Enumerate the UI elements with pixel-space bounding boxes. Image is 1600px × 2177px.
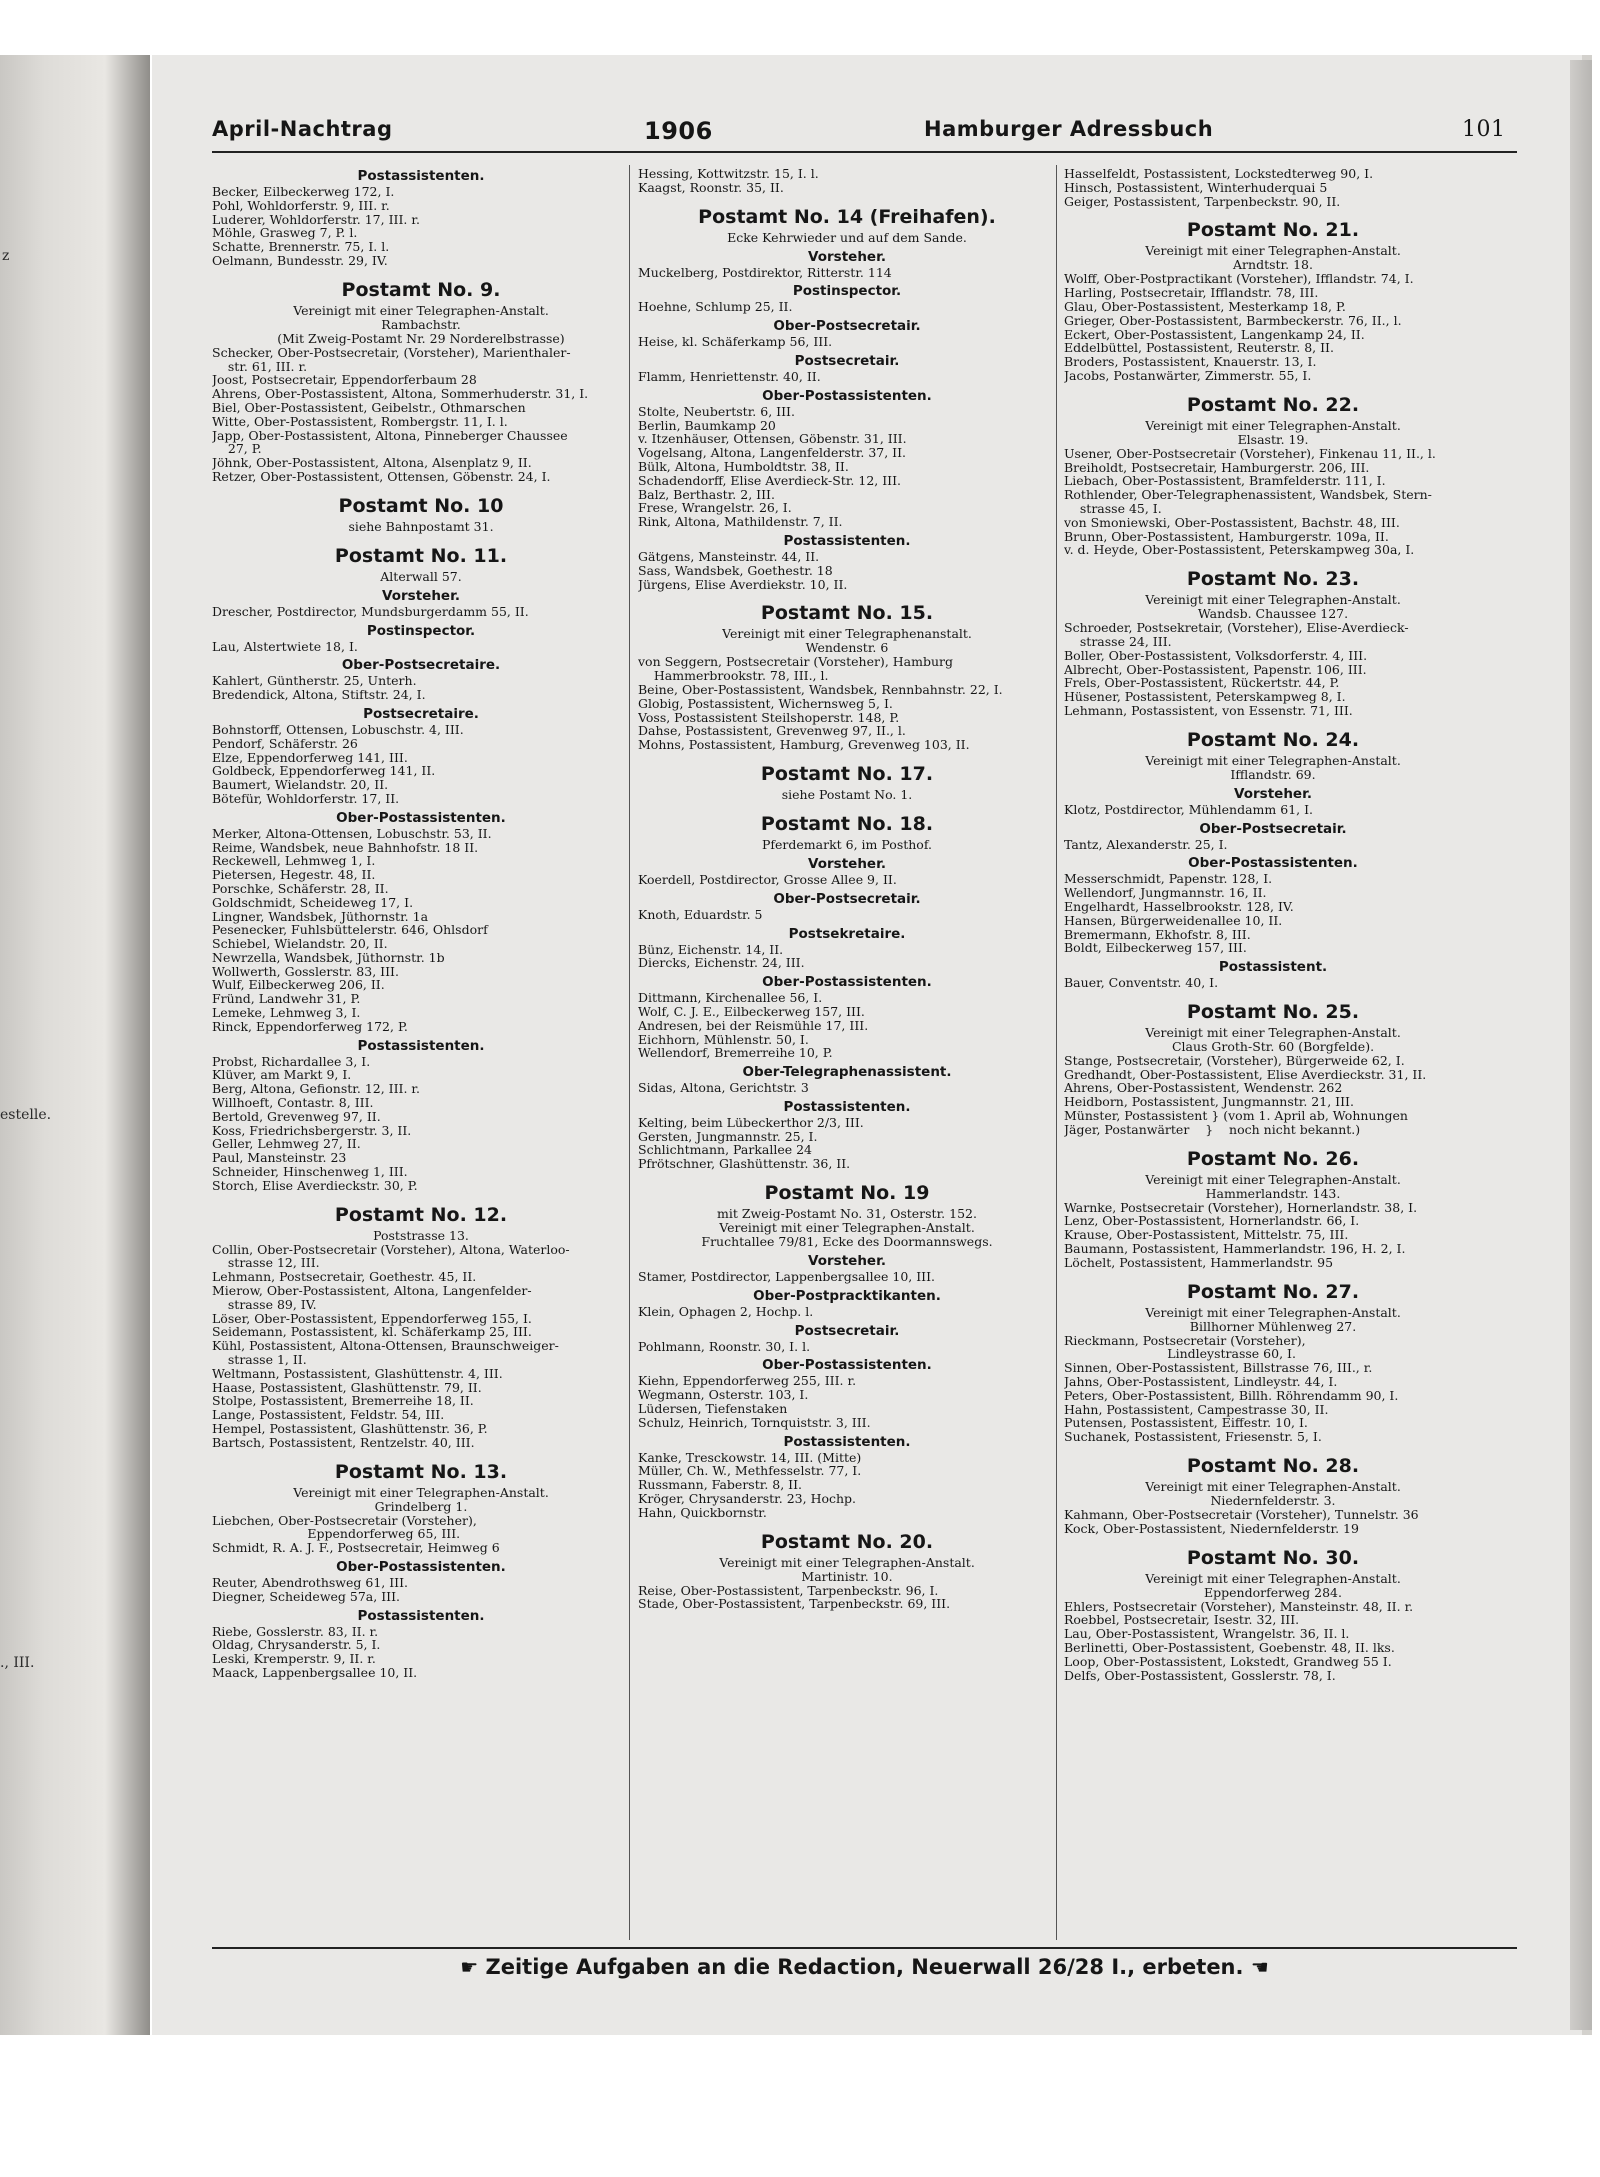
directory-entry: Rinck, Eppendorferweg 172, P. [212, 1018, 408, 1034]
directory-entry: 27, P. [212, 441, 262, 457]
section-heading: Vorsteher. [1234, 785, 1312, 802]
office-address: (Mit Zweig-Postamt Nr. 29 Norderelbstrasse) [277, 330, 565, 346]
directory-entry: Voss, Postassistent Steilshoperstr. 148, P. [638, 709, 900, 725]
section-heading: Ober-Postassistenten. [762, 387, 932, 404]
directory-entry: Boldt, Eilbeckerweg 157, III. [1064, 940, 1247, 956]
directory-entry: Engelhardt, Hasselbrookstr. 128, IV. [1064, 898, 1294, 914]
directory-entry: Geiger, Postassistent, Tarpenbeckstr. 90, II. [1064, 193, 1341, 209]
office-address: Vereinigt mit einer Telegraphen-Anstalt. [1145, 417, 1401, 433]
directory-entry: Schadendorff, Elise Averdieck-Str. 12, III. [638, 472, 902, 488]
section-heading: Postinspector. [792, 283, 902, 300]
page-header [212, 117, 1512, 147]
section-heading: Ober-Postassistenten. [762, 1357, 932, 1374]
directory-entry: Kiehn, Eppendorferweg 255, III. r. [638, 1373, 857, 1389]
directory-entry: Koerdell, Postdirector, Grosse Allee 9, II. [638, 871, 897, 887]
directory-entry: Kelting, beim Lübeckerthor 2/3, III. [638, 1114, 864, 1130]
section-heading: Postsecretair. [794, 352, 900, 369]
directory-entry: Delfs, Ober-Postassistent, Gosslerstr. 78, I. [1064, 1667, 1336, 1683]
directory-entry: Vogelsang, Altona, Langenfelderstr. 37, II. [638, 445, 907, 461]
directory-entry: Brunn, Ober-Postassistent, Hamburgerstr. 109a, II. [1064, 528, 1389, 544]
office-address: Vereinigt mit einer Telegraphen-Anstalt. [1145, 752, 1401, 768]
directory-entry: Frese, Wrangelstr. 26, I. [638, 500, 792, 516]
previous-page-edge [0, 55, 150, 2035]
office-address: mit Zweig-Postamt No. 31, Osterstr. 152. [717, 1206, 977, 1222]
directory-entry: Suchanek, Postassistent, Friesenstr. 5, I. [1064, 1429, 1322, 1445]
directory-entry: Müller, Ch. W., Methfesselstr. 77, I. [638, 1463, 862, 1479]
directory-entry: Balz, Berthastr. 2, III. [638, 486, 775, 502]
margin-fragment: estelle. [0, 1107, 52, 1123]
office-address: Pferdemarkt 6, im Posthof. [762, 836, 932, 852]
office-address: Elsastr. 19. [1237, 431, 1309, 447]
postamt-heading: Postamt No. 10 [338, 494, 504, 517]
directory-entry: Schneider, Hinschenweg 1, III. [212, 1164, 408, 1180]
directory-entry: Leski, Kremperstr. 9, II. r. [212, 1651, 376, 1667]
postamt-heading: Postamt No. 13. [334, 1460, 508, 1483]
section-heading: Ober-Postsecretaire. [341, 657, 501, 674]
directory-entry: strasse 1, II. [212, 1352, 307, 1368]
section-heading: Postassistent. [1218, 959, 1328, 976]
directory-entry: Harling, Postsecretair, Ifflandstr. 78, III. [1064, 285, 1319, 301]
directory-entry: Hempel, Postassistent, Glashüttenstr. 36, P. [212, 1421, 488, 1436]
directory-entry: Liebchen, Ober-Postsecretair (Vorsteher), [212, 1512, 477, 1528]
directory-entry: Hinsch, Postassistent, Winterhuderquai 5 [1064, 179, 1328, 195]
directory-entry: Mohns, Postassistent, Hamburg, Grevenweg 103, II. [638, 737, 970, 753]
postamt-heading: Postamt No. 26. [1186, 1147, 1360, 1170]
section-heading: Ober-Postpracktikanten. [753, 1287, 941, 1304]
directory-entry: Stange, Postsecretair, (Vorsteher), Bürgerweide 62, I. [1064, 1052, 1405, 1068]
directory-entry: von Smoniewski, Ober-Postassistent, Bachstr. 48, III. [1064, 514, 1400, 530]
directory-entry: Pesenecker, Fuhlsbüttelerstr. 646, Ohlsdorf [212, 922, 488, 938]
section-heading: Ober-Postsecretair. [773, 318, 921, 335]
office-address: Martinistr. 10. [801, 1568, 893, 1584]
section-heading: Vorsteher. [382, 587, 460, 604]
directory-entry: Peters, Ober-Postassistent, Billh. Röhrendamm 90, I. [1064, 1387, 1399, 1403]
directory-entry: Flamm, Henriettenstr. 40, II. [638, 368, 821, 384]
section-heading: Ober-Postassistenten. [336, 1558, 506, 1575]
office-address: Grindelberg 1. [374, 1498, 468, 1514]
office-address: Vereinigt mit einer Telegraphen-Anstalt. [719, 1220, 975, 1236]
section-heading: Postsekretaire. [788, 925, 906, 942]
directory-entry: Pohlmann, Roonstr. 30, I. l. [638, 1338, 811, 1354]
directory-entry: Mierow, Ober-Postassistent, Altona, Langenfelder- [212, 1283, 532, 1299]
section-heading: Postassistenten. [357, 1607, 485, 1624]
directory-entry: Hasselfeldt, Postassistent, Lockstedterweg 90, I. [1064, 167, 1374, 181]
directory-entry: Witte, Ober-Postassistent, Rombergstr. 11, I. l. [212, 413, 508, 429]
postamt-heading: Postamt No. 24. [1186, 728, 1360, 751]
directory-entry: Lenz, Ober-Postassistent, Hornerlandstr. 66, I. [1064, 1213, 1360, 1229]
office-address: Rambachstr. [381, 316, 461, 332]
directory-entry: Haase, Postassistent, Glashüttenstr. 79, II. [212, 1379, 482, 1395]
section-heading: Postassistenten. [783, 532, 911, 549]
directory-entry: Rieckmann, Postsecretair (Vorsteher), [1064, 1332, 1306, 1348]
directory-entry: Jäger, Postanwärter } noch nicht bekannt.) [1064, 1121, 1361, 1137]
directory-entry: Hessing, Kottwitzstr. 15, I. l. [638, 167, 819, 181]
office-address: Vereinigt mit einer Telegraphen-Anstalt. [293, 1484, 549, 1500]
directory-entry: Lehmann, Postassistent, von Essenstr. 71, III. [1064, 702, 1353, 718]
office-address: siehe Bahnpostamt 31. [348, 518, 494, 534]
directory-entry: Willhoeft, Contastr. 8, III. [212, 1095, 374, 1111]
office-address: Claus Groth-Str. 60 (Borgfelde). [1171, 1038, 1375, 1054]
office-address: Vereinigt mit einer Telegraphen-Anstalt. [1145, 1479, 1401, 1495]
directory-entry: Jacobs, Postanwärter, Zimmerstr. 55, I. [1064, 367, 1312, 383]
directory-entry: Glau, Ober-Postassistent, Mesterkamp 18, P. [1064, 298, 1346, 314]
directory-entry: Stolpe, Postassistent, Bremerreihe 18, II. [212, 1393, 474, 1409]
office-address: siehe Postamt No. 1. [781, 786, 913, 802]
directory-entry: Eddelbüttel, Postassistent, Reuterstr. 8, II. [1064, 340, 1334, 356]
directory-entry: v. d. Heyde, Ober-Postassistent, Peterskampweg 30a, I. [1064, 542, 1415, 558]
column-left [212, 167, 630, 1937]
directory-entry: Becker, Eilbeckerweg 172, I. [212, 184, 395, 199]
directory-entry: Rink, Altona, Mathildenstr. 7, II. [638, 514, 843, 530]
directory-entry: Geller, Lehmweg 27, II. [212, 1136, 361, 1152]
section-heading: Postassistenten. [357, 1037, 485, 1054]
directory-entry: Frels, Ober-Postassistent, Rückertstr. 44, P. [1064, 675, 1340, 691]
directory-entry: Liebach, Ober-Postassistent, Bramfelderstr. 111, I. [1064, 473, 1386, 489]
directory-entry: Warnke, Postsecretair (Vorsteher), Hornerlandstr. 38, I. [1064, 1199, 1418, 1215]
directory-entry: Merker, Altona-Ottensen, Lobuschstr. 53, II. [212, 825, 492, 841]
directory-entry: Bötefür, Wohldorferstr. 17, II. [212, 790, 400, 806]
directory-entry: Baumann, Postassistent, Hammerlandstr. 196, H. 2, I. [1064, 1241, 1406, 1257]
directory-entry: Lehmann, Postsecretair, Goethestr. 45, II. [212, 1269, 477, 1285]
directory-entry: Probst, Richardallee 3, I. [212, 1053, 371, 1069]
postamt-heading: Postamt No. 14 (Freihafen). [698, 205, 996, 228]
postamt-heading: Postamt No. 11. [334, 544, 508, 567]
directory-entry: Berlinetti, Ober-Postassistent, Goebenstr. 48, II. lks. [1064, 1640, 1395, 1656]
office-address: Vereinigt mit einer Telegraphen-Anstalt. [1145, 1304, 1401, 1320]
page-edge-shadow [1570, 60, 1592, 2030]
directory-entry: Knoth, Eduardstr. 5 [638, 906, 763, 922]
directory-entry: Boller, Ober-Postassistent, Volksdorferstr. 4, III. [1064, 647, 1368, 663]
directory-entry: Koss, Friedrichsbergerstr. 3, II. [212, 1122, 412, 1138]
directory-entry: Stamer, Postdirector, Lappenbergsallee 10, III. [638, 1269, 936, 1285]
directory-entry: Lingner, Wandsbek, Jüthornstr. 1a [212, 908, 429, 924]
directory-entry: Hoehne, Schlump 25, II. [638, 299, 793, 315]
margin-fragment: z [2, 248, 10, 264]
postamt-heading: Postamt No. 30. [1186, 1546, 1360, 1569]
directory-entry: Goldbeck, Eppendorferweg 141, II. [212, 763, 436, 779]
directory-entry: Sidas, Altona, Gerichtstr. 3 [638, 1080, 809, 1096]
directory-entry: Kühl, Postassistent, Altona-Ottensen, Braunschweiger- [212, 1338, 559, 1354]
section-heading: Vorsteher. [808, 1253, 886, 1270]
directory-entry: Bertold, Grevenweg 97, II. [212, 1108, 381, 1124]
header-section-title: April-Nachtrag [212, 117, 393, 141]
section-heading: Postsecretaire. [363, 705, 479, 722]
section-heading: Postassistenten. [357, 168, 485, 184]
directory-entry: Andresen, bei der Reismühle 17, III. [638, 1017, 869, 1033]
directory-entry: Wellendorf, Jungmannstr. 16, II. [1064, 885, 1267, 901]
directory-entry: Reise, Ober-Postassistent, Tarpenbeckstr. 96, I. [638, 1582, 939, 1598]
directory-entry: Schulz, Heinrich, Tornquiststr. 3, III. [638, 1414, 871, 1430]
directory-entry: Stade, Ober-Postassistent, Tarpenbeckstr. 69, III. [638, 1596, 951, 1612]
section-heading: Postsecretair. [794, 1322, 900, 1339]
office-address: Vereinigt mit einer Telegraphen-Anstalt. [719, 1554, 975, 1570]
pointing-hand-right-icon: ☛ [460, 1955, 479, 1979]
office-address: Arndtstr. 18. [1233, 257, 1313, 273]
directory-entry: Goldschmidt, Scheideweg 17, I. [212, 894, 414, 910]
directory-entry: Oelmann, Bundesstr. 29, IV. [212, 252, 388, 268]
office-address: Wendenstr. 6 [805, 640, 889, 656]
directory-entry: Pietersen, Hegestr. 48, II. [212, 867, 376, 883]
directory-entry: Wolf, C. J. E., Eilbeckerweg 157, III. [638, 1003, 865, 1019]
directory-entry: Lindleystrasse 60, I. [1064, 1346, 1296, 1362]
directory-entry: Schmidt, R. A. J. F., Postsecretair, Heimweg 6 [212, 1540, 500, 1556]
directory-entry: Sass, Wandsbek, Goethestr. 18 [638, 562, 833, 578]
directory-entry: Ahrens, Ober-Postassistent, Wendenstr. 262 [1064, 1080, 1343, 1096]
directory-entry: Bauer, Conventstr. 40, I. [1064, 975, 1219, 991]
directory-entry: Hahn, Quickbornstr. [638, 1504, 767, 1520]
office-address: Alterwall 57. [380, 568, 462, 584]
directory-entry: Ehlers, Postsecretair (Vorsteher), Mansteinstr. 48, II. r. [1064, 1598, 1414, 1614]
directory-entry: Joost, Postsecretair, Eppendorferbaum 28 [212, 372, 477, 388]
directory-entry: Storch, Elise Averdieckstr. 30, P. [212, 1177, 418, 1193]
directory-entry: Putensen, Postassistent, Eiffestr. 10, I. [1064, 1415, 1308, 1431]
directory-entry: Löser, Ober-Postassistent, Eppendorferweg 155, I. [212, 1310, 532, 1326]
directory-entry: Kahlert, Güntherstr. 25, Unterh. [212, 673, 417, 689]
office-address: Eppendorferweg 284. [1204, 1584, 1342, 1600]
directory-entry: Drescher, Postdirector, Mundsburgerdamm 55, II. [212, 603, 529, 619]
section-heading: Ober-Postsecretair. [773, 890, 921, 907]
directory-entry: Retzer, Ober-Postassistent, Ottensen, Göbenstr. 24, I. [212, 468, 551, 484]
header-year: 1906 [644, 117, 713, 145]
directory-entry: Dittmann, Kirchenallee 56, I. [638, 990, 823, 1006]
directory-entry: Loop, Ober-Postassistent, Lokstedt, Grandweg 55 I. [1064, 1653, 1392, 1669]
directory-entry: Reuter, Abendrothsweg 61, III. [212, 1574, 409, 1590]
office-address: Niedernfelderstr. 3. [1210, 1493, 1336, 1509]
postamt-heading: Postamt No. 21. [1186, 219, 1360, 242]
directory-page [152, 55, 1592, 2035]
footer-notice: Zeitige Aufgaben an die Redaction, Neuerwall 26/28 I., erbeten. [485, 1955, 1244, 1979]
directory-entry: Messerschmidt, Papenstr. 128, I. [1064, 871, 1273, 887]
directory-entry: Biel, Ober-Postassistent, Geibelstr., Othmarschen [212, 399, 526, 415]
directory-entry: Muckelberg, Postdirektor, Ritterstr. 114 [638, 264, 892, 280]
postamt-heading: Postamt No. 17. [760, 762, 934, 785]
directory-entry: Jöhnk, Ober-Postassistent, Altona, Alsenplatz 9, II. [212, 455, 532, 471]
directory-entry: Bünz, Eichenstr. 14, II. [638, 941, 784, 957]
directory-entry: strasse 24, III. [1064, 633, 1172, 649]
directory-entry: Berlin, Baumkamp 20 [638, 417, 776, 433]
office-address: Ifflandstr. 69. [1230, 766, 1316, 782]
directory-entry: Schatte, Brennerstr. 75, I. l. [212, 239, 390, 255]
directory-entry: Klein, Ophagen 2, Hochp. l. [638, 1303, 814, 1319]
footer-rule [212, 1947, 1517, 1949]
directory-entry: str. 61, III. r. [212, 358, 308, 374]
section-heading: Postassistenten. [783, 1098, 911, 1115]
directory-entry: Broders, Postassistent, Knauerstr. 13, I. [1064, 354, 1317, 370]
directory-entry: Kaagst, Roonstr. 35, II. [638, 179, 784, 195]
directory-entry: Münster, Postassistent } (vom 1. April ab, Wohnungen [1064, 1108, 1408, 1124]
section-heading: Ober-Postassistenten. [762, 974, 932, 991]
section-heading: Ober-Postassistenten. [336, 809, 506, 826]
section-heading: Vorsteher. [808, 855, 886, 872]
office-address: Vereinigt mit einer Telegraphen-Anstalt. [1145, 243, 1401, 259]
directory-entry: Hansen, Bürgerweidenallee 10, II. [1064, 912, 1283, 928]
column-middle [638, 167, 1056, 1937]
office-address: Vereinigt mit einer Telegraphen-Anstalt. [1145, 1171, 1401, 1187]
directory-entry: Bartsch, Postassistent, Rentzelstr. 40, III. [212, 1434, 475, 1450]
office-address: Billhorner Mühlenweg 27. [1189, 1318, 1357, 1334]
directory-entry: Stolte, Neubertstr. 6, III. [638, 403, 795, 419]
directory-entry: Roebbel, Postsecretair, Isestr. 32, III. [1064, 1612, 1300, 1628]
postamt-heading: Postamt No. 23. [1186, 568, 1360, 591]
directory-entry: Lüdersen, Tiefenstaken [638, 1401, 788, 1417]
directory-entry: Pohl, Wohldorferstr. 9, III. r. [212, 197, 390, 213]
directory-entry: Bülk, Altona, Humboldtstr. 38, II. [638, 458, 849, 474]
office-address: Vereinigt mit einer Telegraphen-Anstalt. [293, 302, 549, 318]
directory-entry: Porschke, Schäferstr. 28, II. [212, 880, 389, 896]
directory-entry: Diegner, Scheideweg 57a, III. [212, 1588, 400, 1604]
directory-entry: Beine, Ober-Postassistent, Wandsbek, Rennbahnstr. 22, I. [638, 681, 1003, 697]
directory-entry: Maack, Lappenbergsallee 10, II. [212, 1664, 418, 1680]
directory-entry: Bohnstorff, Ottensen, Lobuschstr. 4, III. [212, 721, 464, 737]
office-address: Vereinigt mit einer Telegraphen-Anstalt. [1145, 1570, 1401, 1586]
postamt-heading: Postamt No. 20. [760, 1530, 934, 1553]
directory-entry: Fründ, Landwehr 31, P. [212, 991, 361, 1007]
office-address: Wandsb. Chaussee 127. [1197, 606, 1349, 622]
directory-entry: Lemeke, Lehmweg 3, I. [212, 1005, 361, 1021]
directory-entry: Luderer, Wohldorferstr. 17, III. r. [212, 211, 420, 227]
directory-entry: Elze, Eppendorferweg 141, III. [212, 749, 408, 765]
postamt-heading: Postamt No. 22. [1186, 393, 1360, 416]
directory-entry: Newrzella, Wandsbek, Jüthornstr. 1b [212, 949, 445, 965]
directory-entry: Wegmann, Osterstr. 103, I. [638, 1387, 809, 1403]
directory-entry: Japp, Ober-Postassistent, Altona, Pinneberger Chaussee [212, 427, 568, 443]
directory-entry: Wellendorf, Bremerreihe 10, P. [638, 1045, 833, 1061]
directory-entry: Eichhorn, Mühlenstr. 50, I. [638, 1031, 809, 1047]
directory-entry: Möhle, Grasweg 7, P. l. [212, 225, 358, 241]
directory-entry: Gersten, Jungmannstr. 25, I. [638, 1128, 818, 1144]
directory-entry: Russmann, Faberstr. 8, II. [638, 1477, 803, 1493]
postamt-heading: Postamt No. 15. [760, 602, 934, 625]
column-divider [1056, 165, 1057, 1940]
directory-entry: Kanke, Tresckowstr. 14, III. (Mitte) [638, 1449, 862, 1465]
directory-entry: Collin, Ober-Postsecretair (Vorsteher), Altona, Waterloo- [212, 1241, 570, 1257]
directory-entry: Riebe, Gosslerstr. 83, II. r. [212, 1623, 379, 1639]
directory-entry: Gätgens, Mansteinstr. 44, II. [638, 548, 820, 564]
directory-entry: Löchelt, Postassistent, Hammerlandstr. 95 [1064, 1254, 1334, 1270]
directory-entry: Wulf, Eilbeckerweg 206, II. [212, 977, 385, 993]
directory-entry: Wollwerth, Gosslerstr. 83, III. [212, 963, 399, 979]
directory-entry: Reckewell, Lehmweg 1, I. [212, 853, 376, 869]
directory-entry: Eppendorferweg 65, III. [212, 1526, 461, 1542]
directory-entry: Rothlender, Ober-Telegraphenassistent, Wandsbek, Stern- [1064, 487, 1432, 503]
directory-entry: strasse 89, IV. [212, 1296, 317, 1312]
office-address: Hammerlandstr. 143. [1205, 1185, 1341, 1201]
directory-entry: Tantz, Alexanderstr. 25, I. [1064, 836, 1228, 852]
office-address: Poststrasse 13. [373, 1227, 469, 1243]
directory-entry: Reime, Wandsbek, neue Bahnhofstr. 18 II. [212, 839, 479, 855]
directory-entry: Albrecht, Ober-Postassistent, Papenstr. 106, III. [1064, 661, 1367, 677]
office-address: Vereinigt mit einer Telegraphen-Anstalt. [1145, 592, 1401, 608]
directory-entry: Grieger, Ober-Postassistent, Barmbeckerstr. 76, II., l. [1064, 312, 1402, 328]
directory-entry: Kröger, Chrysanderstr. 23, Hochp. [638, 1491, 857, 1507]
column-divider [629, 165, 630, 1940]
section-heading: Ober-Telegraphenassistent. [742, 1064, 952, 1081]
directory-entry: strasse 45, I. [1064, 500, 1162, 516]
office-address: Ecke Kehrwieder und auf dem Sande. [727, 229, 967, 245]
directory-entry: von Seggern, Postsecretair (Vorsteher), Hamburg [638, 654, 953, 670]
directory-entry: Usener, Ober-Postsecretair (Vorsteher), Finkenau 11, II., l. [1064, 445, 1436, 461]
header-book-title: Hamburger Adressbuch [924, 117, 1214, 141]
directory-entry: Heidborn, Postassistent, Jungmannstr. 21, III. [1064, 1094, 1354, 1110]
section-heading: Ober-Postsecretair. [1199, 820, 1347, 837]
directory-entry: Lange, Postassistent, Feldstr. 54, III. [212, 1407, 445, 1423]
postamt-heading: Postamt No. 9. [341, 278, 501, 301]
directory-entry: Kahmann, Ober-Postsecretair (Vorsteher), Tunnelstr. 36 [1064, 1507, 1419, 1523]
directory-entry: Pendorf, Schäferstr. 26 [212, 735, 358, 751]
postamt-heading: Postamt No. 19 [764, 1182, 930, 1205]
directory-entry: Berg, Altona, Gefionstr. 12, III. r. [212, 1081, 421, 1097]
directory-entry: Lau, Alstertwiete 18, I. [212, 638, 358, 654]
header-rule [212, 151, 1517, 153]
directory-entry: Kock, Ober-Postassistent, Niedernfelderstr. 19 [1064, 1520, 1359, 1536]
directory-entry: Weltmann, Postassistent, Glashüttenstr. 4, III. [212, 1365, 503, 1381]
directory-entry: Baumert, Wielandstr. 20, II. [212, 777, 389, 793]
section-heading: Vorsteher. [808, 248, 886, 265]
postamt-heading: Postamt No. 18. [760, 812, 934, 835]
directory-entry: Dahse, Postassistent, Grevenweg 97, II., l. [638, 723, 906, 739]
office-address: Fruchtallee 79/81, Ecke des Doormannswegs. [701, 1234, 993, 1250]
directory-entry: Klüver, am Markt 9, I. [212, 1067, 352, 1083]
postamt-heading: Postamt No. 27. [1186, 1280, 1360, 1303]
directory-entry: Krause, Ober-Postassistent, Mittelstr. 75, III. [1064, 1227, 1349, 1243]
directory-entry: v. Itzenhäuser, Ottensen, Göbenstr. 31, III. [638, 431, 907, 447]
directory-entry: Bredendick, Altona, Stiftstr. 24, I. [212, 687, 426, 703]
page-footer [212, 1955, 1517, 1979]
directory-entry: Schroeder, Postsekretair, (Vorsteher), Elise-Averdieck- [1064, 620, 1409, 636]
pointing-hand-left-icon: ☚ [1250, 1955, 1269, 1979]
directory-entry: Heise, kl. Schäferkamp 56, III. [638, 334, 833, 350]
directory-entry: Bremermann, Ekhofstr. 8, III. [1064, 926, 1251, 942]
directory-entry: strasse 12, III. [212, 1255, 320, 1271]
directory-entry: Schecker, Ober-Postsecretair, (Vorsteher), Marienthaler- [212, 344, 571, 360]
margin-fragment: ., III. [0, 1655, 35, 1671]
directory-entry: Seidemann, Postassistent, kl. Schäferkamp 25, III. [212, 1324, 532, 1340]
directory-entry: Ahrens, Ober-Postassistent, Altona, Sommerhuderstr. 31, I. [212, 386, 589, 402]
directory-entry: Wolff, Ober-Postpractikant (Vorsteher), Ifflandstr. 74, I. [1064, 271, 1414, 287]
directory-entry: Jahns, Ober-Postassistent, Lindleystr. 44, I. [1064, 1374, 1338, 1390]
section-heading: Postassistenten. [783, 1433, 911, 1450]
directory-entry: Schlichtmann, Parkallee 24 [638, 1142, 813, 1158]
directory-entry: Klotz, Postdirector, Mühlendamm 61, I. [1064, 801, 1313, 817]
directory-entry: Hahn, Postassistent, Campestrasse 30, II. [1064, 1401, 1329, 1417]
directory-entry: Breiholdt, Postsecretair, Hamburgerstr. 206, III. [1064, 459, 1370, 475]
directory-entry: Schiebel, Wielandstr. 20, II. [212, 936, 388, 952]
page-number: 101 [1462, 117, 1506, 142]
office-address: Vereinigt mit einer Telegraphenanstalt. [722, 626, 972, 642]
directory-entry: Jürgens, Elise Averdiekstr. 10, II. [638, 576, 848, 592]
section-heading: Postinspector. [366, 622, 476, 639]
directory-entry: Hüsener, Postassistent, Peterskampweg 8, I. [1064, 689, 1346, 705]
postamt-heading: Postamt No. 28. [1186, 1455, 1360, 1478]
directory-entry: Gredhandt, Ober-Postassistent, Elise Averdieckstr. 31, II. [1064, 1066, 1427, 1082]
directory-entry: Pfrötschner, Glashüttenstr. 36, II. [638, 1156, 851, 1172]
office-address: Vereinigt mit einer Telegraphen-Anstalt. [1145, 1024, 1401, 1040]
section-heading: Ober-Postassistenten. [1188, 855, 1358, 872]
directory-entry: Diercks, Eichenstr. 24, III. [638, 955, 805, 971]
directory-entry: Lau, Ober-Postassistent, Wrangelstr. 36, II. l. [1064, 1626, 1350, 1642]
directory-entry: Oldag, Chrysanderstr. 5, I. [212, 1637, 381, 1653]
postamt-heading: Postamt No. 12. [334, 1203, 508, 1226]
directory-entry: Sinnen, Ober-Postassistent, Billstrasse 76, III., r. [1064, 1360, 1373, 1376]
directory-entry: Globig, Postassistent, Wichernsweg 5, I. [638, 695, 893, 711]
directory-entry: Eckert, Ober-Postassistent, Langenkamp 24, II. [1064, 326, 1365, 342]
column-right [1064, 167, 1482, 1937]
postamt-heading: Postamt No. 25. [1186, 1000, 1360, 1023]
directory-entry: Hammerbrookstr. 78, III., l. [638, 668, 829, 684]
directory-entry: Paul, Mansteinstr. 23 [212, 1150, 347, 1166]
